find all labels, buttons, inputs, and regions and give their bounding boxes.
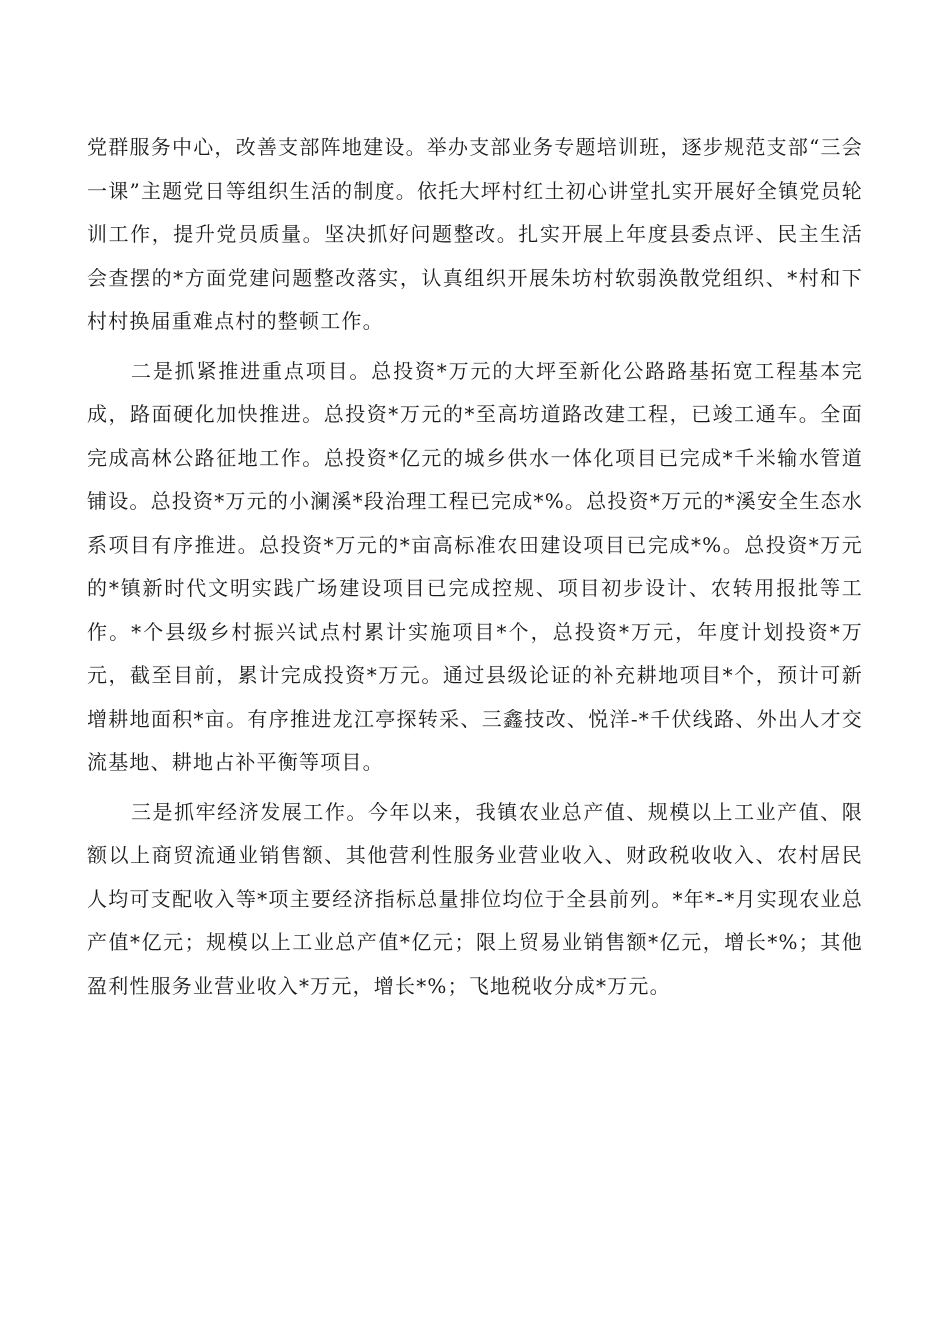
paragraph-key-projects: 二是抓紧推进重点项目。总投资*万元的大坪至新化公路路基拓宽工程基本完成，路面硬化加快推进。总投资*万元的*至高坊道路改建工程，已竣工通车。全面完成高林公路征地工作。总投资*亿元的城乡供水一体化项目已完成*千米输水管道铺设。总投资*万元的小澜溪*段治理工程已完成*%。总投资*万元的*溪安全生态水系项目有序推进。总投资*万元的*亩高标准农田建设项目已完成*%。总投资*万元的*镇新时代文明实践广场建设项目已完成控规、项目初步设计、农转用报批等工作。*个县级乡村振兴试点村累计实施项目*个，总投资*万元，年度计划投资*万元，截至目前，累计完成投资*万元。通过县级论证的补充耕地项目*个，预计可新增耕地面积*亩。有序推进龙江亭探转采、三鑫技改、悦洋-*千伏线路、外出人才交流基地、耕地占补平衡等项目。 [87, 358, 863, 774]
paragraph-party-building: 党群服务中心，改善支部阵地建设。举办支部业务专题培训班，逐步规范支部“三会一课”主题党日等组织生活的制度。依托大坪村红土初心讲堂扎实开展好全镇党员轮训工作，提升党员质量。坚决抓好问题整改。扎实开展上年度县委点评、民主生活会查摆的*方面党建问题整改落实，认真组织开展朱坊村软弱涣散党组织、*村和下村村换届重难点村的整顿工作。 [87, 135, 863, 333]
document-body [87, 126, 863, 1008]
paragraph-economic-development: 三是抓牢经济发展工作。今年以来，我镇农业总产值、规模以上工业产值、限额以上商贸流通业销售额、其他营利性服务业营业收入、财政税收收入、农村居民人均可支配收入等*项主要经济指标总量排位均位于全县前列。*年*-*月实现农业总产值*亿元；规模以上工业总产值*亿元；限上贸易业销售额*亿元，增长*%；其他盈利性服务业营业收入*万元，增长*%；飞地税收分成*万元。 [87, 799, 863, 998]
